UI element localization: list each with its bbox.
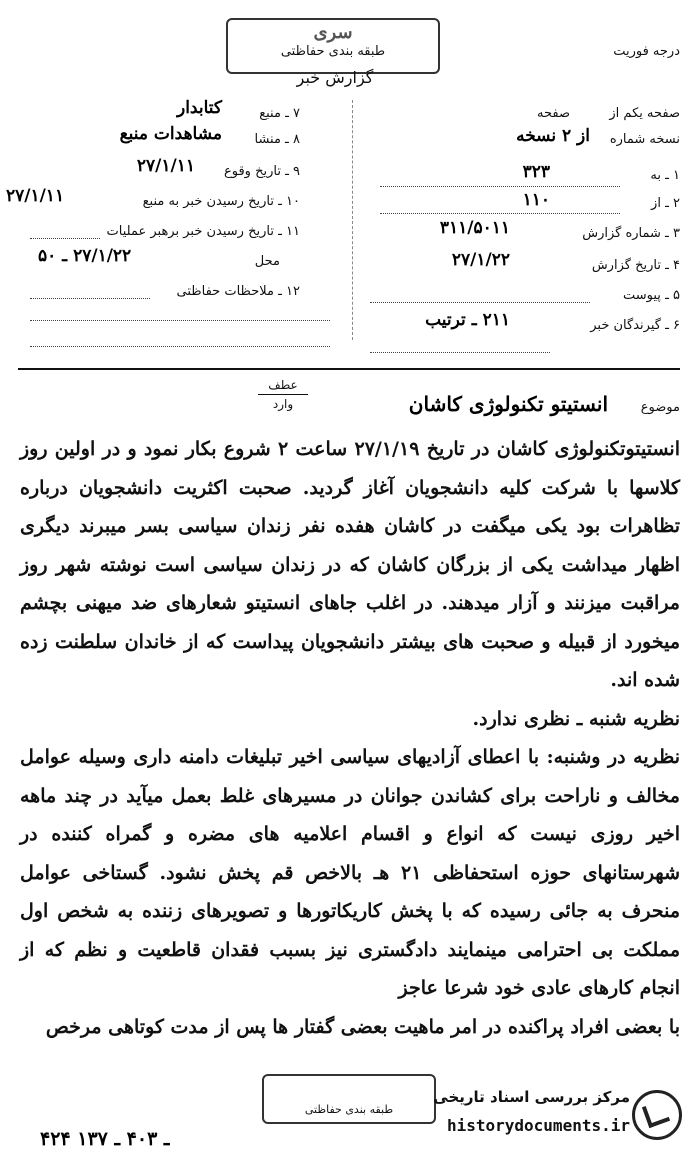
dotted-line — [380, 213, 620, 214]
dotted-line — [30, 346, 330, 347]
field-source-receipt-date-label: ۱۰ ـ تاریخ رسیدن خبر به منبع — [142, 194, 300, 209]
reference-box — [258, 378, 308, 411]
field-attachment-label: ۵ ـ پیوست — [623, 288, 680, 303]
field-location-value: ۲۷/۱/۲۲ ـ ۵۰ — [38, 246, 132, 266]
column-divider — [352, 100, 353, 340]
field-report-date-label: ۴ ـ تاریخ گزارش — [591, 258, 680, 273]
field-source-receipt-date-value: ۲۷/۱/۱۱ — [6, 186, 65, 206]
field-from-label: ۲ ـ از — [651, 196, 680, 211]
field-report-number-label: ۳ ـ شماره گزارش — [582, 226, 680, 241]
dotted-line — [380, 186, 620, 187]
field-report-number-value: ۳۱۱/۵۰۱۱ — [439, 218, 510, 238]
urgency-label: درجه فوریت — [613, 44, 680, 59]
field-source-value: کتابدار — [177, 98, 222, 118]
header-divider — [18, 368, 680, 370]
classification-stamp-bottom — [262, 1074, 436, 1124]
field-occurrence-date-value: ۲۷/۱/۱۱ — [136, 156, 195, 176]
field-location-label: محل — [254, 254, 280, 269]
stamp-handwritten-mark: سری — [313, 22, 353, 43]
document-title: گزارش خبر — [296, 68, 374, 87]
atf-divider — [258, 394, 308, 395]
stamp-classification-text: طبقه بندی حفاظتی — [280, 44, 386, 59]
field-source-label: ۷ ـ منبع — [259, 106, 300, 121]
dotted-line — [30, 238, 100, 239]
field-origin-label: ۸ ـ منشا — [254, 132, 300, 147]
dotted-line — [370, 352, 550, 353]
dotted-line — [30, 298, 150, 299]
field-recipients-label: ۶ ـ گیرندگان خبر — [590, 318, 680, 333]
atf-label: عطف — [268, 378, 298, 392]
subject-value: انستیتو تکنولوژی کاشان — [408, 392, 608, 416]
field-page-label: صفحه یکم از — [609, 106, 680, 121]
field-from-value: ۱۱۰ — [522, 190, 550, 210]
field-operation-leader-date-label: ۱۱ ـ تاریخ رسیدن خبر برهبر عملیات — [106, 224, 300, 239]
dotted-line — [370, 302, 590, 303]
field-recipients-value: ۲۱۱ ـ ترتیب — [425, 310, 510, 330]
archive-logo-icon — [632, 1090, 682, 1140]
field-to-label: ۱ ـ به — [650, 168, 680, 183]
document-number: ۴۲۴ ـ ۴۰۳ ـ ۱۳۷ — [40, 1128, 170, 1150]
archive-watermark — [433, 1084, 682, 1146]
body-paragraph: با بعضی افراد پراکنده در امر ماهیت بعضی گفتار ها پس از مدت کوتاهی مرخص — [45, 1015, 680, 1038]
field-copy-label: نسخه شماره — [609, 132, 680, 147]
subject-label: موضوع — [640, 400, 680, 415]
field-security-notes-label: ۱۲ ـ ملاحظات حفاظتی — [176, 284, 300, 299]
field-page-value: صفحه — [537, 106, 570, 121]
field-copy-value: از ۲ نسخه — [516, 126, 590, 146]
field-to-value: ۳۲۳ — [522, 162, 550, 182]
watermark-url: historydocuments.ir — [446, 1116, 630, 1135]
body-paragraph: نظریه در وشنبه: با اعطای آزادیهای سیاسی اخیر تبلیغات دامنه داری وسیله عوامل مخالف و ناراحت برای کشاندن جوانان در مسیرهای غلط بعمل میآید در چند ماهه اخیر روزی نیست که انواع و اقسام اعلامیه های مضره و گمراه کننده در شهرستانهای حوزه استحفاظی ۲۱ هـ بالاخص قم پخش نشود. گستاخی عوامل منحرف به جائی رسیده که با پخش کاریکاتورها و تصویرهای زننده به شخص اول مملکت بی احترامی مینمایند دادگستری نیز بسبب فقدان قاطعیت و نظم که از انجام کارهای عادی خود شرعا عاجز — [20, 746, 680, 999]
field-origin-value: مشاهدات منبع — [119, 124, 222, 144]
body-paragraph: نظریه شنبه ـ نظری ندارد. — [472, 707, 680, 730]
field-occurrence-date-label: ۹ ـ تاریخ وقوع — [223, 164, 300, 179]
body-paragraph: انستیتوتکنولوژی کاشان در تاریخ ۲۷/۱/۱۹ ساعت ۲ شروع بکار نمود و در اولین روز کلاسها با شرکت کلیه دانشجویان آغاز گردید. صحبت اکثریت دانشجویان درباره تظاهرات بود یکی میگفت در کاشان هفده نفر زندان سیاسی بسر میبرند دیگری اظهار میداشت یکی از بزرگان کاشان که در زندان سیاسی است نوشته شهر روز مراقبت میزنند و آزار میدهند. در اغلب جاهای انستیتو شعارهای ضد میهنی بچشم میخورد از قبیله و صحبت های بیشتر دانشجویان پیداست که از خاندان سلطنت زده شده اند. — [20, 438, 680, 691]
stamp-bottom-text: طبقه بندی حفاظتی — [304, 1103, 394, 1116]
watermark-org-name: مرکز بررسی اسناد تاریخی — [433, 1088, 630, 1106]
vared-label: وارد — [272, 397, 294, 411]
field-report-date-value: ۲۷/۱/۲۲ — [451, 250, 510, 270]
report-body — [20, 430, 680, 1046]
classification-stamp-top — [226, 18, 440, 74]
dotted-line — [30, 320, 330, 321]
